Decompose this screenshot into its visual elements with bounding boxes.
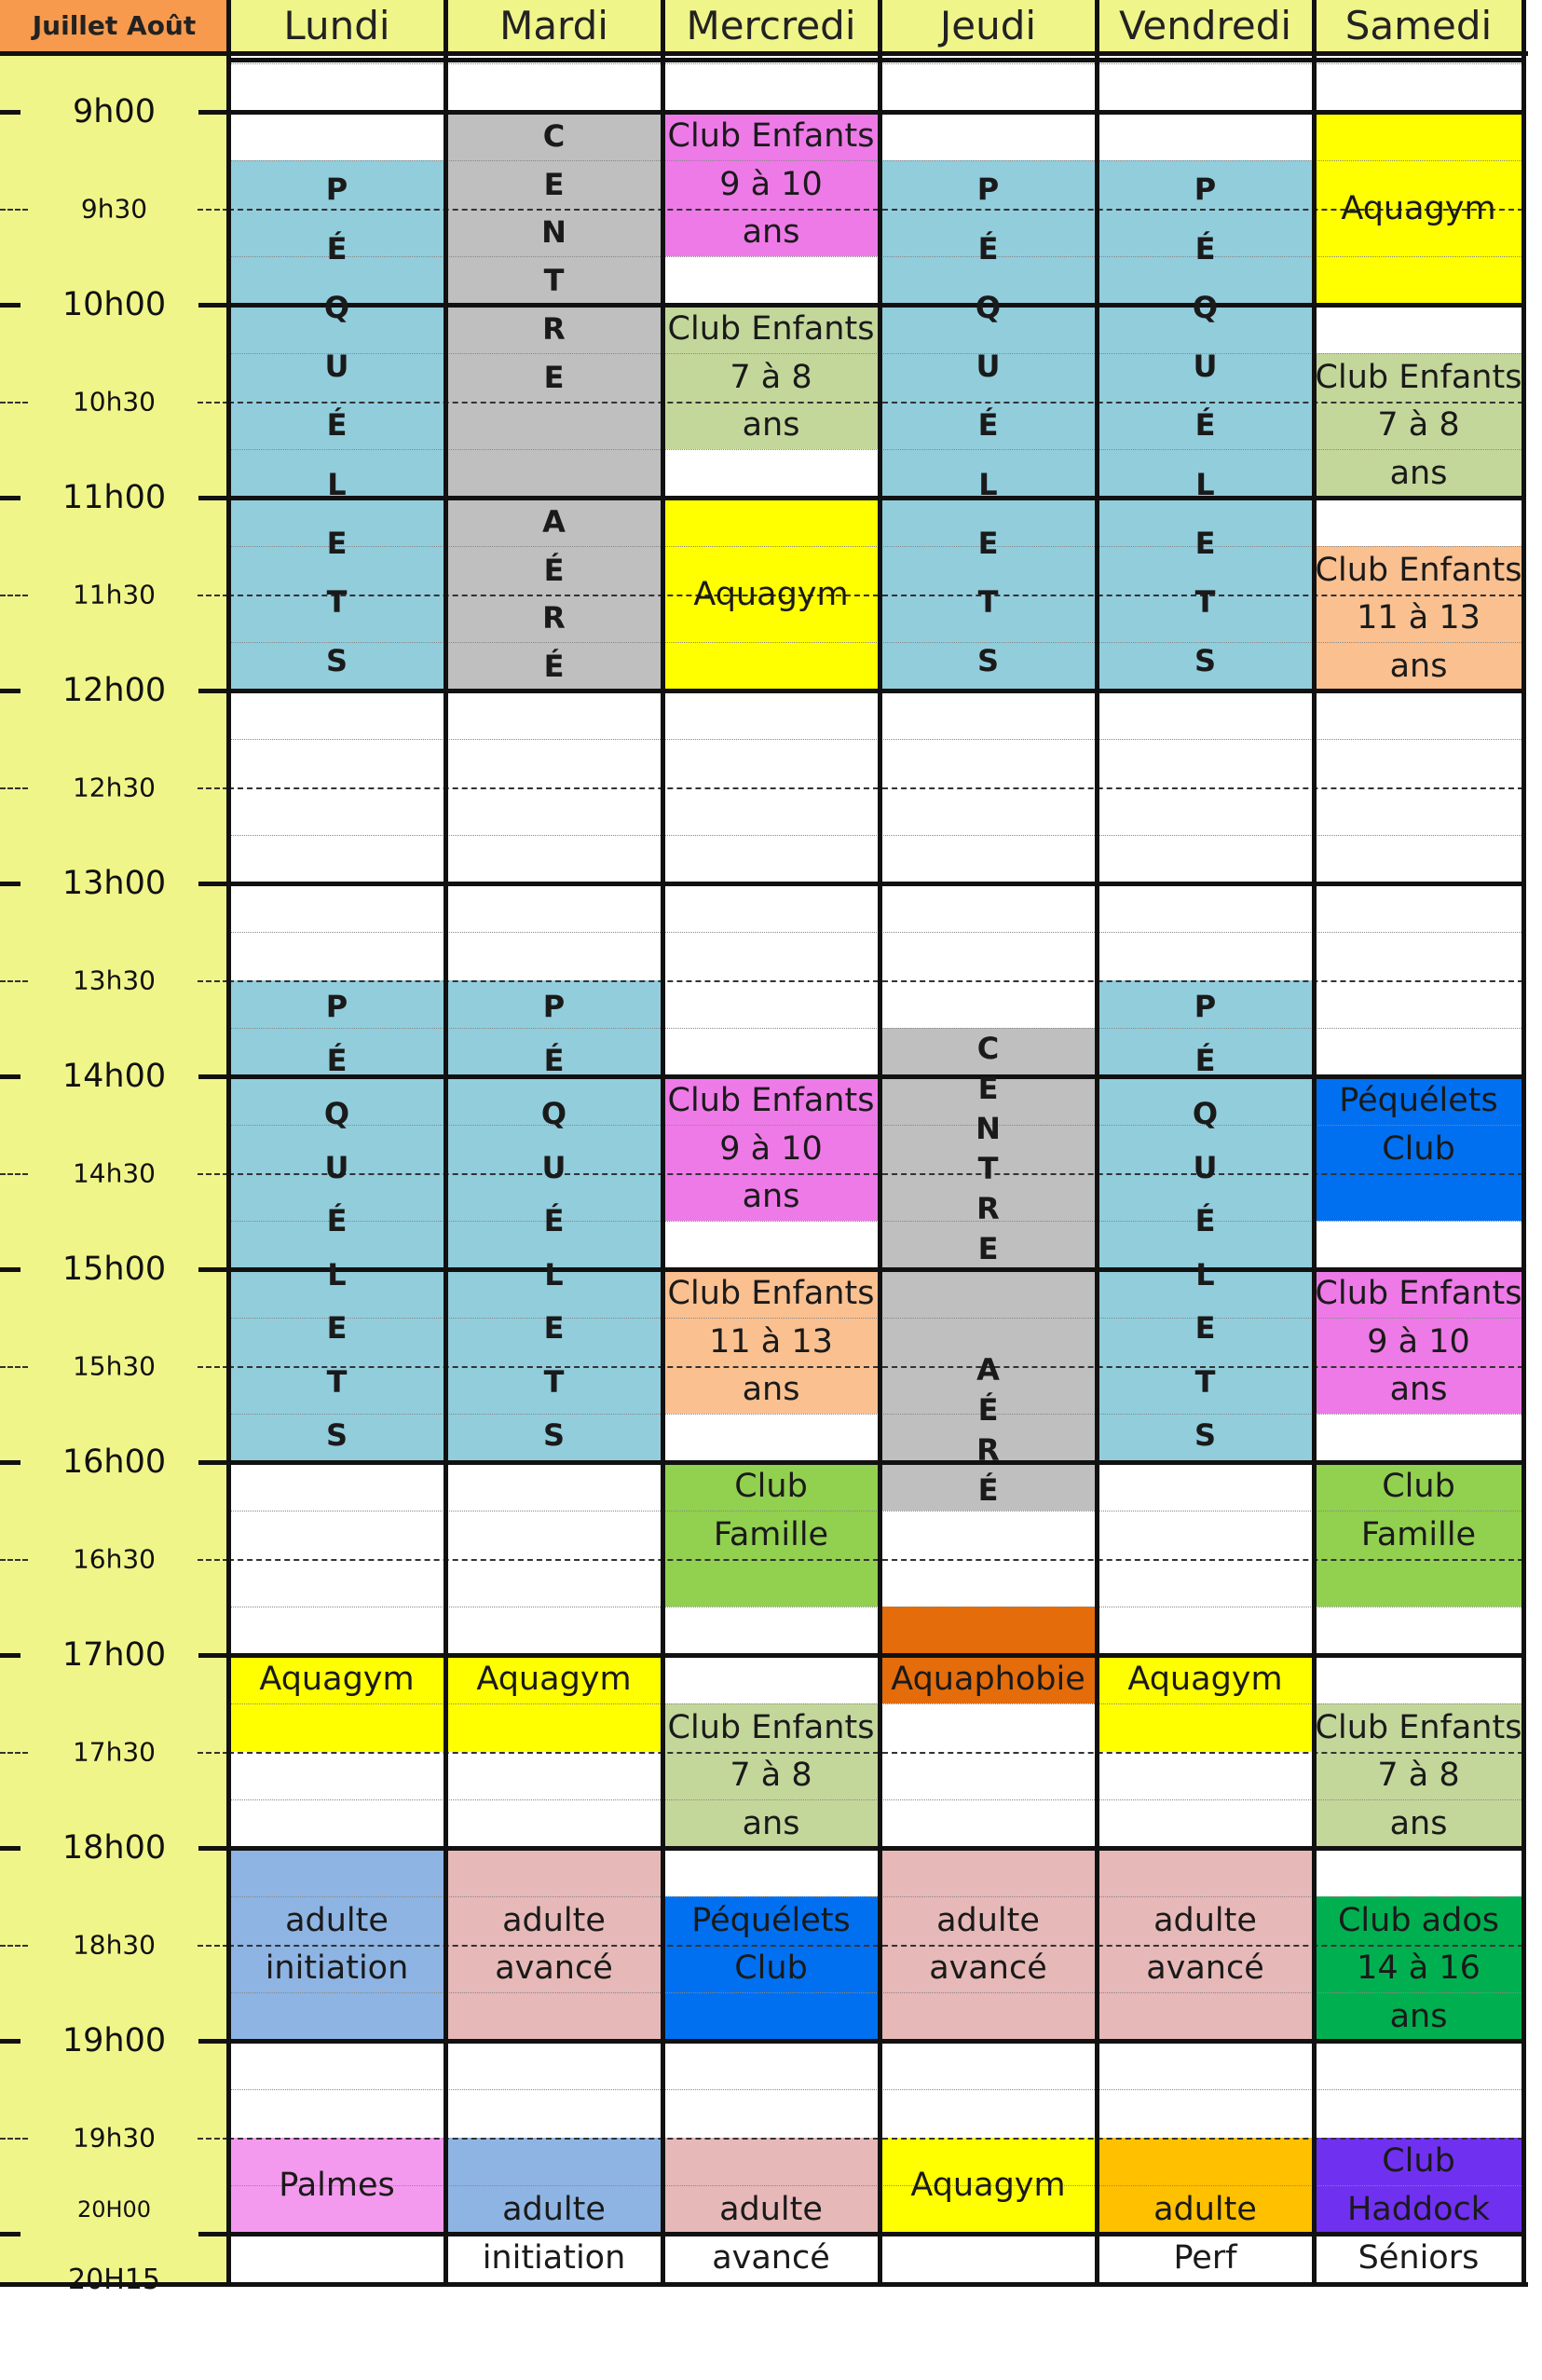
quarter-line: [228, 256, 1523, 257]
quarter-line: [228, 546, 1523, 547]
activity-cell: [1314, 1703, 1523, 1848]
activity-label: Club ados: [1337, 1901, 1499, 1939]
vertical-letter: T: [326, 1363, 348, 1400]
time-label: 12h30: [72, 772, 156, 802]
day-header-2: Mardi: [445, 0, 662, 51]
activity-label: Club Enfants: [667, 1274, 875, 1312]
activity-label: adulte: [502, 2191, 606, 2229]
vertical-letter: E: [543, 1310, 565, 1347]
column-line: [1095, 0, 1099, 2287]
vertical-letter: S: [542, 1417, 566, 1454]
time-label: 11h00: [61, 479, 167, 516]
vertical-letter: P: [1194, 989, 1217, 1025]
time-label: 12h00: [61, 672, 167, 709]
vertical-letter: É: [326, 230, 348, 267]
quarter-line: [228, 1896, 1523, 1897]
vertical-letter: Q: [323, 289, 350, 325]
activity-label: avancé: [1146, 1949, 1264, 1988]
vertical-letter: S: [1194, 1417, 1217, 1454]
activity-label: Aquagym: [910, 2167, 1066, 2205]
vertical-letter: R: [976, 1191, 1000, 1227]
quarter-line: [228, 1318, 1523, 1319]
time-label: 19h00: [61, 2022, 167, 2059]
activity-label: Club Enfants: [1315, 358, 1522, 396]
vertical-letter: É: [1194, 1203, 1216, 1239]
vertical-letter: R: [542, 600, 566, 636]
quarter-line: [228, 1125, 1523, 1126]
vertical-letter: Q: [1192, 1096, 1219, 1132]
vertical-letter: P: [976, 171, 1000, 208]
column-line: [1522, 0, 1526, 2287]
vertical-letter: N: [541, 214, 566, 251]
vertical-letter: L: [544, 1256, 564, 1293]
vertical-letter: E: [326, 525, 348, 561]
vertical-letter: É: [977, 407, 999, 444]
hour-line: [228, 2232, 1523, 2236]
activity-cell: [1314, 1896, 1523, 2041]
activity-cell: [662, 1462, 880, 1607]
hour-line: [228, 1460, 1523, 1465]
hour-line: [228, 1846, 1523, 1851]
vertical-letter: É: [977, 1391, 999, 1428]
hour-line: [228, 882, 1523, 886]
hour-line: [228, 1074, 1523, 1079]
activity-label: Aquagym: [1341, 189, 1496, 227]
time-label: 18h30: [72, 1929, 156, 1960]
hour-line: [228, 110, 1523, 115]
activity-label: Perf: [1173, 2238, 1237, 2277]
activity-label: Club: [1382, 2142, 1455, 2181]
vertical-letter: P: [542, 989, 566, 1025]
activity-label: 7 à 8: [1377, 1757, 1460, 1795]
time-label: 9h00: [73, 93, 156, 130]
day-header-5: Vendredi: [1097, 0, 1314, 51]
activity-label: ans: [1389, 1998, 1448, 2036]
time-label: 20H15: [68, 2263, 160, 2296]
header-corner-label: Juillet Août: [0, 0, 228, 51]
day-header-3: Mercredi: [662, 0, 880, 51]
activity-label: Club: [734, 1949, 808, 1988]
activity-cell: [662, 1269, 880, 1414]
hour-tick: [198, 2232, 228, 2236]
time-label: 17h00: [61, 1636, 167, 1674]
quarter-line: [228, 1703, 1523, 1704]
vertical-letter: E: [326, 1310, 348, 1347]
half-hour-line: [228, 1173, 1523, 1175]
activity-label: avancé: [929, 1949, 1047, 1988]
vertical-letter: U: [1193, 1149, 1218, 1185]
vertical-letter: P: [325, 171, 348, 208]
vertical-letter: L: [327, 1256, 347, 1293]
time-label: 13h30: [72, 964, 156, 995]
quarter-line: [228, 2185, 1523, 2186]
hour-line: [228, 1653, 1523, 1658]
vertical-letter: S: [976, 643, 1000, 679]
vertical-letter: U: [324, 349, 349, 385]
activity-label: initiation: [265, 1949, 409, 1988]
vertical-letter: É: [1194, 1042, 1216, 1078]
time-label: 9h30: [80, 193, 148, 224]
time-label: 18h00: [61, 1829, 167, 1867]
activity-label: Aquaphobie: [891, 1660, 1085, 1698]
activity-label: Péquélets: [691, 1901, 851, 1939]
half-hour-line: [228, 595, 1523, 596]
activity-label: initiation: [482, 2238, 626, 2277]
quarter-line: [228, 1992, 1523, 1993]
activity-label: Club Enfants: [667, 1708, 875, 1746]
activity-label: Aquagym: [259, 1660, 415, 1698]
vertical-letter: T: [977, 1151, 999, 1187]
vertical-letter: E: [1194, 525, 1216, 561]
half-hour-line: [228, 1366, 1523, 1368]
activity-label: adulte: [1153, 1901, 1257, 1939]
activity-label: Club Enfants: [667, 116, 875, 155]
activity-cell: [880, 160, 1097, 691]
time-label: 16h00: [61, 1443, 167, 1481]
activity-label: Famille: [713, 1515, 829, 1553]
activity-label: 7 à 8: [1377, 406, 1460, 445]
vertical-letter: É: [543, 649, 565, 685]
activity-label: Aquagym: [1127, 1660, 1283, 1698]
vertical-letter: P: [1194, 171, 1217, 208]
vertical-letter: L: [1195, 466, 1215, 502]
half-hour-line: [228, 209, 1523, 211]
activity-cell: [662, 1076, 880, 1221]
quarter-line: [228, 1028, 1523, 1029]
activity-label: ans: [1389, 1371, 1448, 1409]
hour-tick: [0, 2232, 20, 2236]
hour-line: [228, 303, 1523, 308]
quarter-line: [228, 1414, 1523, 1415]
half-hour-line: [228, 402, 1523, 404]
activity-label: Club: [1382, 1129, 1455, 1168]
vertical-letter: É: [326, 407, 348, 444]
vertical-letter: S: [325, 643, 348, 679]
vertical-letter: L: [327, 466, 347, 502]
vertical-letter: T: [543, 263, 565, 299]
vertical-letter: Q: [975, 289, 1002, 325]
activity-label: ans: [742, 1371, 800, 1409]
vertical-letter: E: [977, 525, 999, 561]
vertical-letter: Q: [323, 1096, 350, 1132]
vertical-letter: T: [543, 1363, 565, 1400]
vertical-letter: A: [542, 503, 566, 540]
hour-line: [228, 496, 1523, 500]
vertical-letter: U: [1193, 349, 1218, 385]
time-label: 17h30: [72, 1736, 156, 1767]
day-header-1: Lundi: [228, 0, 445, 51]
time-label: 15h00: [61, 1251, 167, 1288]
half-hour-line: [228, 787, 1523, 789]
activity-cell: [1097, 160, 1314, 691]
activity-cell: [1314, 353, 1523, 498]
time-label: 15h30: [72, 1350, 156, 1381]
quarter-line: [228, 1221, 1523, 1222]
vertical-letter: R: [976, 1432, 1000, 1469]
vertical-letter: A: [976, 1351, 1000, 1388]
activity-label: Club Enfants: [1315, 1708, 1522, 1746]
vertical-letter: É: [326, 1203, 348, 1239]
half-hour-line: [228, 2138, 1523, 2140]
vertical-letter: E: [977, 1070, 999, 1106]
activity-label: ans: [1389, 455, 1448, 493]
vertical-letter: E: [977, 1231, 999, 1267]
hour-line: [228, 689, 1523, 693]
half-hour-line: [228, 1945, 1523, 1947]
activity-label: avancé: [495, 1949, 613, 1988]
top-row-line: [228, 58, 1523, 62]
vertical-letter: C: [976, 1030, 1000, 1066]
quarter-line: [228, 835, 1523, 836]
activity-label: 9 à 10: [1367, 1322, 1470, 1361]
vertical-letter: E: [543, 166, 565, 202]
activity-label: 11 à 13: [709, 1322, 833, 1361]
vertical-letter: L: [978, 466, 998, 502]
quarter-line: [228, 353, 1523, 354]
vertical-letter: U: [976, 349, 1001, 385]
column-line: [1312, 0, 1317, 2287]
quarter-line: [228, 63, 1523, 64]
vertical-letter: É: [977, 1472, 999, 1509]
activity-label: 9 à 10: [719, 165, 823, 203]
time-label: 20H00: [76, 2196, 152, 2223]
vertical-letter: É: [543, 1042, 565, 1078]
half-hour-line: [228, 980, 1523, 982]
vertical-letter: Q: [1192, 289, 1219, 325]
vertical-letter: R: [542, 310, 566, 347]
activity-label: adulte: [936, 1901, 1040, 1939]
activity-cell: [662, 305, 880, 449]
quarter-line: [228, 449, 1523, 450]
vertical-letter: P: [325, 989, 348, 1025]
activity-label: ans: [1389, 1805, 1448, 1843]
activity-label: 11 à 13: [1357, 599, 1481, 637]
vertical-letter: N: [976, 1111, 1001, 1147]
time-label: 19h30: [72, 2122, 156, 2153]
time-label: 16h30: [72, 1543, 156, 1574]
vertical-letter: T: [326, 584, 348, 621]
activity-label: Club: [734, 1467, 808, 1505]
activity-label: Aquagym: [693, 575, 849, 613]
vertical-letter: E: [543, 359, 565, 395]
activity-label: adulte: [1153, 2191, 1257, 2229]
column-line: [878, 0, 882, 2287]
activity-label: 9 à 10: [719, 1129, 823, 1168]
time-label: 14h30: [72, 1157, 156, 1188]
quarter-line: [228, 160, 1523, 161]
vertical-letter: É: [326, 1042, 348, 1078]
hour-line: [228, 1267, 1523, 1272]
activity-label: ans: [742, 1805, 800, 1843]
time-label: 10h30: [72, 386, 156, 417]
activity-cell: [662, 1896, 880, 2041]
activity-label: 7 à 8: [730, 358, 812, 396]
activity-label: Club Enfants: [1315, 551, 1522, 589]
activity-label: adulte: [285, 1901, 389, 1939]
activity-label: Famille: [1360, 1515, 1477, 1553]
activity-label: Club Enfants: [1315, 1274, 1522, 1312]
vertical-letter: C: [542, 117, 566, 154]
activity-label: ans: [742, 1178, 800, 1216]
quarter-line: [228, 932, 1523, 933]
half-hour-line: [228, 1559, 1523, 1561]
time-label: 10h00: [61, 286, 167, 323]
activity-label: avancé: [712, 2238, 830, 2277]
vertical-letter: É: [1194, 230, 1216, 267]
time-label: 14h00: [61, 1058, 167, 1095]
vertical-letter: L: [1195, 1256, 1215, 1293]
activity-label: 14 à 16: [1357, 1949, 1481, 1988]
vertical-letter: S: [1194, 643, 1217, 679]
bottom-line: [0, 2282, 1528, 2287]
activity-cell: [1314, 546, 1523, 691]
activity-label: Péquélets: [1339, 1081, 1498, 1119]
column-line: [661, 0, 665, 2287]
quarter-line: [228, 1799, 1523, 1800]
vertical-letter: T: [1194, 584, 1216, 621]
activity-label: 7 à 8: [730, 1757, 812, 1795]
activity-cell: [1314, 1076, 1523, 1221]
vertical-letter: U: [324, 1149, 349, 1185]
activity-label: Haddock: [1346, 2191, 1491, 2229]
vertical-letter: É: [543, 1203, 565, 1239]
column-line: [443, 0, 448, 2287]
activity-cell: [1314, 1269, 1523, 1414]
vertical-letter: É: [977, 230, 999, 267]
quarter-line: [228, 642, 1523, 643]
activity-cell: [228, 160, 445, 691]
activity-label: Palmes: [279, 2167, 395, 2205]
activity-label: adulte: [719, 2191, 823, 2229]
vertical-letter: É: [543, 552, 565, 588]
hour-line: [228, 2039, 1523, 2044]
vertical-letter: S: [325, 1417, 348, 1454]
quarter-line: [228, 2089, 1523, 2090]
day-header-4: Jeudi: [880, 0, 1097, 51]
activity-label: ans: [742, 213, 800, 252]
vertical-letter: E: [1194, 1310, 1216, 1347]
activity-cell: [1314, 1462, 1523, 1607]
activity-label: ans: [742, 406, 800, 445]
vertical-letter: É: [1194, 407, 1216, 444]
quarter-line: [228, 739, 1523, 740]
time-label: 11h30: [72, 579, 156, 609]
day-header-6: Samedi: [1314, 0, 1523, 51]
activity-label: adulte: [502, 1901, 606, 1939]
half-hour-line: [228, 1752, 1523, 1754]
activity-cell: [662, 1703, 880, 1848]
vertical-letter: Q: [540, 1096, 567, 1132]
activity-label: ans: [1389, 648, 1448, 686]
activity-label: Club Enfants: [667, 1081, 875, 1119]
activity-label: Séniors: [1358, 2238, 1480, 2277]
time-label: 13h00: [61, 865, 167, 902]
activity-label: Club Enfants: [667, 309, 875, 348]
activity-label: Aquagym: [476, 1660, 632, 1698]
vertical-letter: T: [1194, 1363, 1216, 1400]
activity-label: Club: [1382, 1467, 1455, 1505]
activity-cell: [662, 112, 880, 256]
vertical-letter: T: [977, 584, 999, 621]
vertical-letter: U: [541, 1149, 566, 1185]
